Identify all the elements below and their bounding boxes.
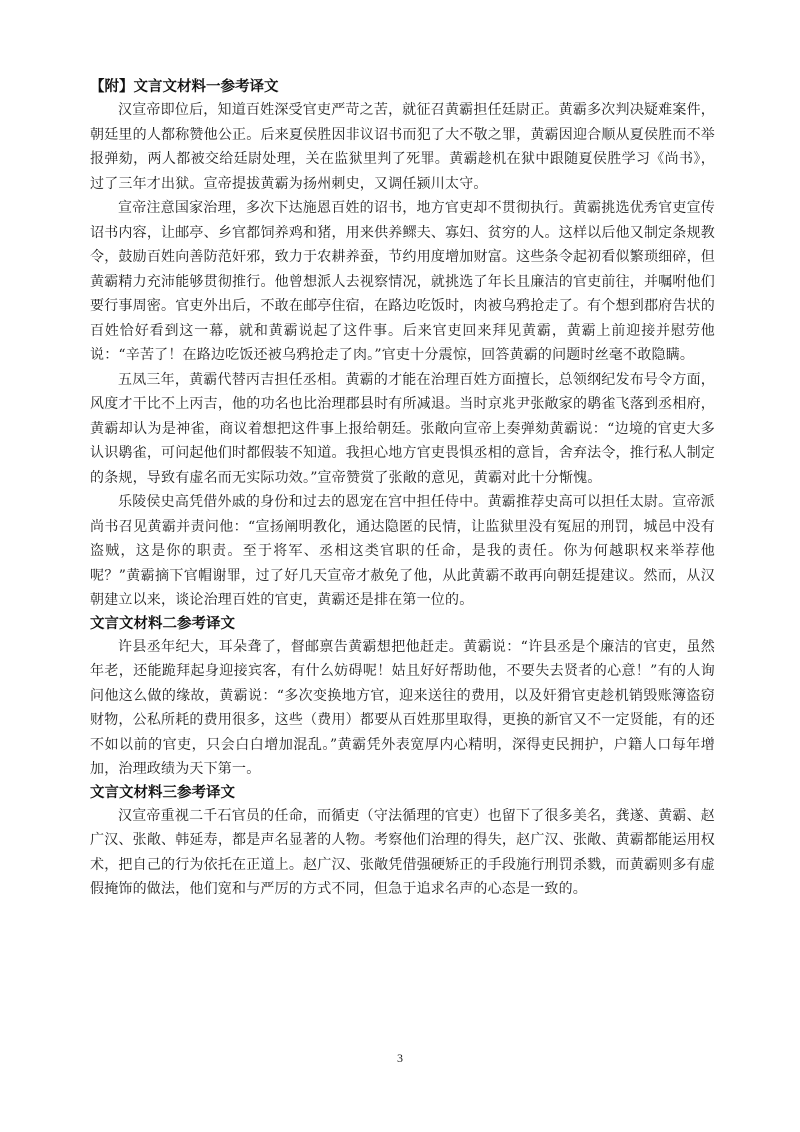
section-title-1: 【附】文言文材料一参考译文 <box>90 79 279 95</box>
section-1-paragraph-1: 汉宣帝即位后，知道百姓深受官吏严苛之苦，就征召黄霸担任廷尉正。黄霸多次判决疑难案件，朝廷里的人都称赞他公正。后来夏侯胜因非议诏书而犯了大不敬之罪，黄霸因迎合顺从夏侯胜而不举报弹劾，两人都被交给廷尉处理，关在监狱里判了死罪。黄霸趁机在狱中跟随夏侯胜学习《尚书》，过了三年才出狱。宣帝提拔黄霸为扬州刺史，又调任颍川太守。 <box>90 102 715 192</box>
section-title-2: 文言文材料二参考译文 <box>90 615 235 632</box>
page-number: 3 <box>397 1051 403 1065</box>
document-body <box>90 76 715 902</box>
section-title-3: 文言文材料三参考译文 <box>90 784 235 801</box>
section-1-paragraph-3: 五凤三年，黄霸代替丙吉担任丞相。黄霸的才能在治理百姓方面擅长，总领纲纪发布号令方面，风度才干比不上丙吉，他的功名也比治理郡县时有所减退。当时京兆尹张敞家的鹖雀飞落到丞相府，黄霸却认为是神雀，商议着想把这件事上报给朝廷。张敞向宣帝上奏弹劾黄霸说：“边境的官吏大多认识鹖雀，可问起他们时都假装不知道。我担心地方官吏畏惧丞相的意旨，舍弃法令，推行私人制定的条规，导致有虚名而无实际功效。”宣帝赞赏了张敞的意见，黄霸对此十分惭愧。 <box>90 371 715 486</box>
section-3-paragraph-1: 汉宣帝重视二千石官员的任命，而循吏（守法循理的官吏）也留下了很多美名，龚遂、黄霸、赵广汉、张敞、韩延寿，都是声名显著的人物。考察他们治理的得失，赵广汉、张敞、黄霸都能运用权术，把自己的行为依托在正道上。赵广汉、张敞凭借强硬矫正的手段施行刑罚杀戮，而黄霸则多有虚假掩饰的做法，他们宽和与严厉的方式不同，但急于追求名声的心态是一致的。 <box>90 807 715 897</box>
section-1-paragraph-2: 宣帝注意国家治理，多次下达施恩百姓的诏书，地方官吏却不贯彻执行。黄霸挑选优秀官吏宣传诏书内容，让邮亭、乡官都饲养鸡和猪，用来供养鳏夫、寡妇、贫穷的人。这样以后他又制定条规教令，鼓励百姓向善防范奸邪，致力于农耕养蚕，节约用度增加财富。这些条令起初看似繁琐细碎，但黄霸精力充沛能够贯彻推行。他曾想派人去视察情况，就挑选了年长且廉洁的官吏前往，并嘱咐他们要行事周密。官吏外出后，不敢在邮亭住宿，在路边吃饭时，肉被乌鸦抢走了。有个想到郡府告状的百姓恰好看到这一幕，就和黄霸说起了这件事。后来官吏回来拜见黄霸，黄霸上前迎接并慰劳他说：“辛苦了！在路边吃饭还被乌鸦抢走了肉。”官吏十分震惊，回答黄霸的问题时丝毫不敢隐瞒。 <box>90 200 715 363</box>
section-2-paragraph-1: 许县丞年纪大，耳朵聋了，督邮禀告黄霸想把他赶走。黄霸说：“许县丞是个廉洁的官吏，虽然年老，还能跪拜起身迎接宾客，有什么妨碍呢！姑且好好帮助他，不要失去贤者的心意！”有的人询问他这么做的缘故，黄霸说：“多次变换地方官，迎来送往的费用，以及奸猾官吏趁机销毁账簿盗窃财物，公私所耗的费用很多，这些（费用）都要从百姓那里取得，更换的新官又不一定贤能，有的还不如以前的官吏，只会白白增加混乱。”黄霸凭外表宽厚内心精明，深得吏民拥护，户籍人口每年增加，治理政绩为天下第一。 <box>90 638 715 777</box>
section-1-paragraph-4: 乐陵侯史高凭借外戚的身份和过去的恩宠在宫中担任侍中。黄霸推荐史高可以担任太尉。宣帝派尚书召见黄霸并责问他：“宣扬阐明教化，通达隐匿的民情，让监狱里没有冤屈的刑罚，城邑中没有盗贼，这是你的职责。至于将军、丞相这类官职的任命，是我的责任。你为何越职权来举荐他呢？”黄霸摘下官帽谢罪，过了好几天宣帝才赦免了他，从此黄霸不敢再向朝廷提建议。然而，从汉朝建立以来，谈论治理百姓的官吏，黄霸还是排在第一位的。 <box>90 494 715 608</box>
